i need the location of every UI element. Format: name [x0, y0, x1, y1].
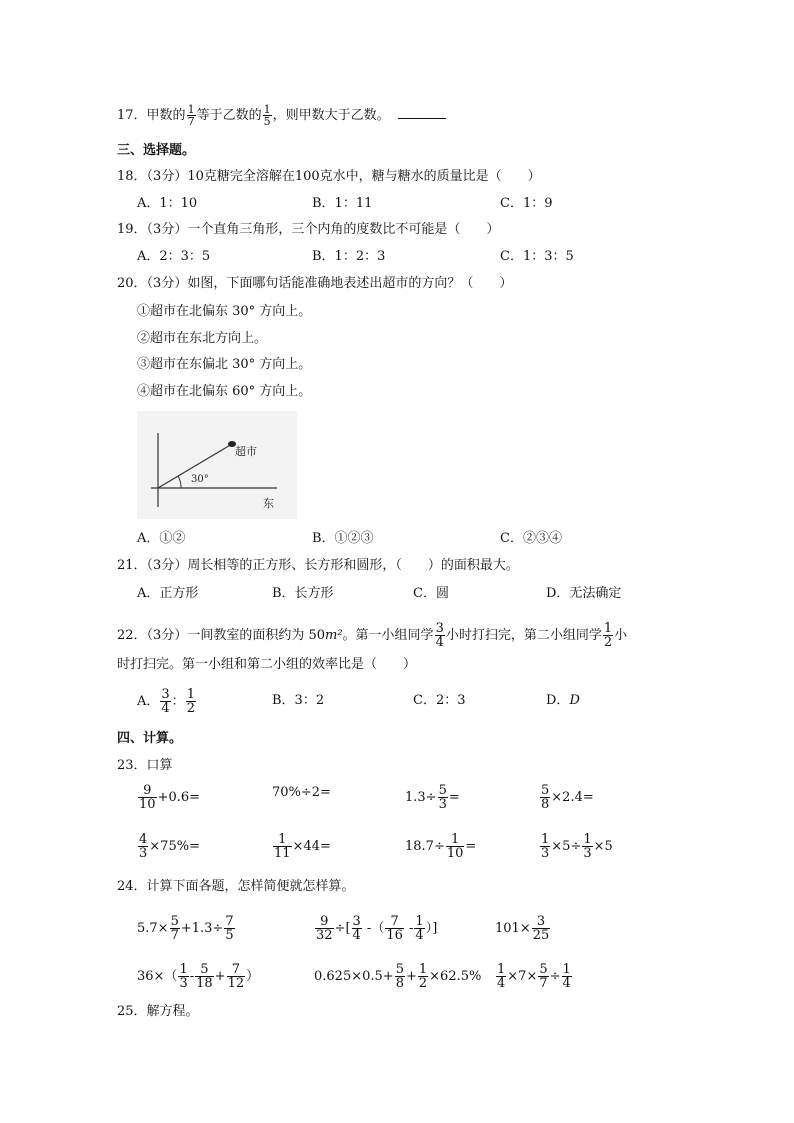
expr-text: ×7× [507, 969, 538, 984]
expr-fraction [178, 963, 188, 990]
expr-text: ×5 [593, 839, 613, 854]
expr-fraction [562, 963, 572, 990]
fraction-numerator: 3 [352, 914, 361, 929]
q22-option-b[interactable]: B．3：2 [272, 693, 325, 708]
fraction-denominator: 12 [227, 976, 245, 991]
q17-number: 17． [117, 108, 147, 123]
expr-fraction [540, 833, 550, 860]
q17-fraction-1 [187, 104, 196, 127]
expr-text: = [448, 790, 460, 805]
q18-option-b[interactable]: B．1：11 [312, 196, 373, 211]
q21-option-a[interactable]: A．正方形 [137, 586, 199, 601]
expr-fraction [418, 963, 428, 990]
q22-option-a[interactable] [137, 688, 197, 715]
fraction-numerator: 1 [446, 833, 465, 847]
q22-text-3: 小时打扫完，第二小组同学 [445, 628, 602, 643]
fraction-denominator: 7 [170, 928, 179, 943]
fraction-numerator: 5 [170, 914, 179, 929]
expr-fraction [438, 784, 448, 811]
direction-figure [137, 411, 297, 519]
question-23: 23．口算 [117, 758, 173, 773]
q23-expr-2: 70%÷2= [272, 785, 331, 800]
option-fraction-1 [160, 688, 170, 715]
fraction-numerator: 1 [415, 914, 424, 929]
expr-text: 0.625×0.5+ [314, 969, 394, 984]
fraction-numerator: 1 [562, 962, 571, 977]
fraction-numerator: 1 [497, 962, 506, 977]
fraction-numerator: 7 [385, 915, 404, 929]
expr-text: ×75%= [149, 839, 200, 854]
expr-text: 101× [495, 921, 531, 936]
q17-fraction-2 [263, 104, 272, 127]
fraction-denominator: 8 [541, 797, 550, 812]
answer-blank[interactable] [398, 106, 446, 119]
fraction-denominator: 4 [161, 701, 170, 716]
expr-text: ×2.4= [551, 790, 594, 805]
question-25: 25．解方程。 [117, 1004, 199, 1019]
q20-statement-3: ③超市在东偏北 30° 方向上。 [137, 357, 312, 372]
fraction-numerator: 1 [583, 832, 592, 847]
fraction-numerator: 1 [603, 621, 613, 636]
q20-option-c[interactable]: C．②③④ [500, 531, 562, 546]
q22-option-d[interactable] [546, 692, 580, 710]
fraction-numerator: 5 [438, 783, 447, 798]
q21-option-d[interactable]: D．无法确定 [546, 586, 622, 601]
expr-text: 1.3÷ [405, 790, 437, 805]
fraction-denominator: 18 [196, 976, 213, 991]
question-19: 19．（3分）一个直角三角形，三个内角的度数比不可能是（ ） [117, 222, 500, 237]
section-3-heading: 三、选择题。 [117, 143, 196, 158]
fraction-denominator: 32 [316, 928, 333, 943]
area-unit: m² [325, 628, 343, 643]
expr-fraction [446, 833, 465, 860]
fraction-denominator: 5 [263, 115, 271, 128]
fraction-numerator: 1 [263, 103, 271, 116]
q23-expr-7 [405, 833, 476, 860]
q23-expr-6 [272, 833, 331, 860]
fraction-numerator: 1 [418, 962, 428, 977]
fraction-numerator: 7 [227, 963, 246, 977]
question-18: 18．（3分）10克糖完全溶解在100克水中，糖与糖水的质量比是（ ） [117, 169, 541, 184]
question-22-line-2: 时打扫完。第一小组和第二小组的效率比是（ ） [117, 657, 417, 672]
q24-expr-3 [495, 915, 551, 942]
expr-fraction [538, 963, 548, 990]
east-label: 东 [263, 497, 274, 510]
fraction-denominator: 11 [274, 846, 291, 861]
q20-statement-4: ④超市在北偏东 60° 方向上。 [137, 384, 312, 399]
q19-option-c[interactable]: C．1：3：5 [500, 249, 574, 264]
fraction-denominator: 4 [435, 635, 444, 650]
fraction-denominator: 4 [562, 976, 571, 991]
fraction-numerator: 5 [395, 962, 404, 977]
fraction-denominator: 4 [415, 928, 424, 943]
expr-fraction [582, 833, 592, 860]
q21-option-b[interactable]: B．长方形 [272, 586, 334, 601]
expr-text: 18.7÷ [405, 839, 445, 854]
q23-expr-1 [137, 784, 200, 811]
expr-fraction [395, 963, 405, 990]
expr-text: - [189, 969, 195, 984]
fraction-denominator: 4 [352, 928, 361, 943]
q24-expr-1 [137, 915, 236, 942]
expr-text: -（ [362, 921, 385, 936]
ratio-separator: ： [171, 694, 185, 709]
fraction-numerator: 3 [161, 687, 170, 702]
expr-fraction [352, 915, 362, 942]
fraction-denominator: 5 [225, 928, 234, 943]
expr-fraction [540, 784, 550, 811]
q17-text-1: 甲数的 [146, 108, 186, 123]
q18-option-a[interactable]: A．1：10 [137, 196, 198, 211]
store-label: 超市 [235, 445, 257, 458]
fraction-denominator: 4 [497, 976, 506, 991]
q22-text-4: 小 [614, 628, 628, 643]
q22-text-1: 22．（3分）一间教室的面积约为 50 [117, 628, 325, 643]
fraction-denominator: 10 [446, 846, 464, 861]
q23-expr-3 [405, 784, 460, 811]
question-22-line-1 [117, 622, 627, 649]
expr-text: ÷ [549, 969, 561, 984]
fraction-denominator: 7 [539, 976, 548, 991]
expr-fraction [138, 784, 157, 811]
expr-fraction [195, 963, 214, 990]
question-17 [117, 104, 446, 127]
expr-text: +1.3÷ [180, 921, 224, 936]
fraction-denominator: 3 [139, 846, 148, 861]
expr-text: 36×（ [137, 969, 178, 984]
q20-statement-2: ②超市在东北方向上。 [137, 331, 268, 346]
q18-option-c[interactable]: C．1：9 [500, 196, 553, 211]
q20-option-b[interactable]: B．①②③ [312, 531, 374, 546]
expr-text: +0.6= [157, 790, 201, 805]
fraction-denominator: 16 [386, 928, 403, 943]
fraction-denominator: 25 [532, 928, 550, 943]
q23-expr-5 [137, 833, 200, 860]
option-value: D [569, 693, 580, 708]
q23-expr-4 [539, 784, 594, 811]
fraction-denominator: 2 [418, 976, 428, 991]
fraction-denominator: 3 [438, 797, 447, 812]
q19-option-a[interactable]: A．2：3：5 [137, 249, 211, 264]
q22-fraction-2 [603, 622, 613, 649]
expr-text: = [465, 839, 477, 854]
q22-fraction-1 [435, 622, 445, 649]
expr-text: ×62.5% [429, 969, 482, 984]
fraction-denominator: 7 [187, 115, 195, 128]
question-21: 21．（3分）周长相等的正方形、长方形和圆形，（ ）的面积最大。 [117, 558, 519, 573]
fraction-numerator: 5 [541, 783, 550, 798]
fraction-numerator: 1 [186, 687, 195, 702]
expr-text: ×44= [292, 839, 331, 854]
expr-text: ×5÷ [551, 839, 582, 854]
fraction-numerator: 9 [315, 915, 334, 929]
fraction-denominator: 3 [583, 846, 592, 861]
expr-text: ） [246, 969, 260, 984]
expr-text: ÷[ [334, 921, 351, 936]
question-20: 20．（3分）如图，下面哪句话能准确地表述出超市的方向？（ ） [117, 276, 513, 291]
expr-text: + [214, 969, 226, 984]
fraction-numerator: 5 [539, 962, 548, 977]
q19-option-b[interactable]: B．1：2：3 [312, 249, 386, 264]
expr-text: ）] [425, 921, 438, 936]
fraction-numerator: 5 [195, 963, 214, 977]
expr-fraction [496, 963, 506, 990]
fraction-numerator: 1 [179, 962, 188, 977]
expr-fraction [227, 963, 246, 990]
expr-fraction [170, 915, 180, 942]
q20-option-a[interactable]: A．①② [137, 531, 186, 546]
fraction-denominator: 3 [541, 846, 550, 861]
question-24: 24．计算下面各题，怎样简便就怎样算。 [117, 879, 355, 894]
expr-text: 5.7× [137, 921, 169, 936]
q24-expr-5 [314, 963, 481, 990]
section-4-heading: 四、计算。 [117, 731, 183, 746]
fraction-numerator: 4 [139, 832, 148, 847]
q22-option-c[interactable]: C．2：3 [413, 693, 466, 708]
q17-text-2: 等于乙数的 [196, 108, 262, 123]
fraction-numerator: 3 [435, 621, 444, 636]
option-fraction-2 [186, 688, 196, 715]
expr-fraction [414, 915, 424, 942]
angle-arc [178, 476, 181, 488]
expr-text: + [405, 969, 417, 984]
expr-fraction [273, 833, 292, 860]
expr-fraction [315, 915, 334, 942]
expr-text: - [404, 921, 414, 936]
fraction-numerator: 1 [273, 833, 292, 847]
fraction-numerator: 1 [541, 832, 550, 847]
fraction-denominator: 2 [603, 635, 613, 650]
fraction-denominator: 2 [186, 701, 195, 716]
fraction-numerator: 7 [225, 914, 234, 929]
direction-diagram [137, 411, 297, 519]
expr-fraction [532, 915, 551, 942]
fraction-denominator: 3 [179, 976, 188, 991]
q23-expr-8 [539, 833, 613, 860]
expr-fraction [224, 915, 234, 942]
q21-option-c[interactable]: C．圆 [413, 586, 449, 601]
q24-expr-2 [314, 915, 437, 942]
option-letter: A． [137, 694, 160, 709]
expr-fraction [385, 915, 404, 942]
option-letter: D． [546, 693, 570, 708]
q20-statement-1: ①超市在北偏东 30° 方向上。 [137, 304, 312, 319]
fraction-numerator: 9 [138, 784, 157, 798]
q17-text-3: ，则甲数大于乙数。 [272, 108, 390, 123]
fraction-numerator: 1 [187, 103, 195, 116]
fraction-denominator: 8 [395, 976, 404, 991]
q24-expr-6 [495, 963, 573, 990]
fraction-numerator: 3 [532, 915, 551, 929]
q24-expr-4 [137, 963, 259, 990]
fraction-denominator: 10 [139, 797, 156, 812]
angle-label: 30° [191, 474, 209, 485]
q22-text-2: 。第一小组同学 [342, 628, 434, 643]
expr-fraction [138, 833, 148, 860]
